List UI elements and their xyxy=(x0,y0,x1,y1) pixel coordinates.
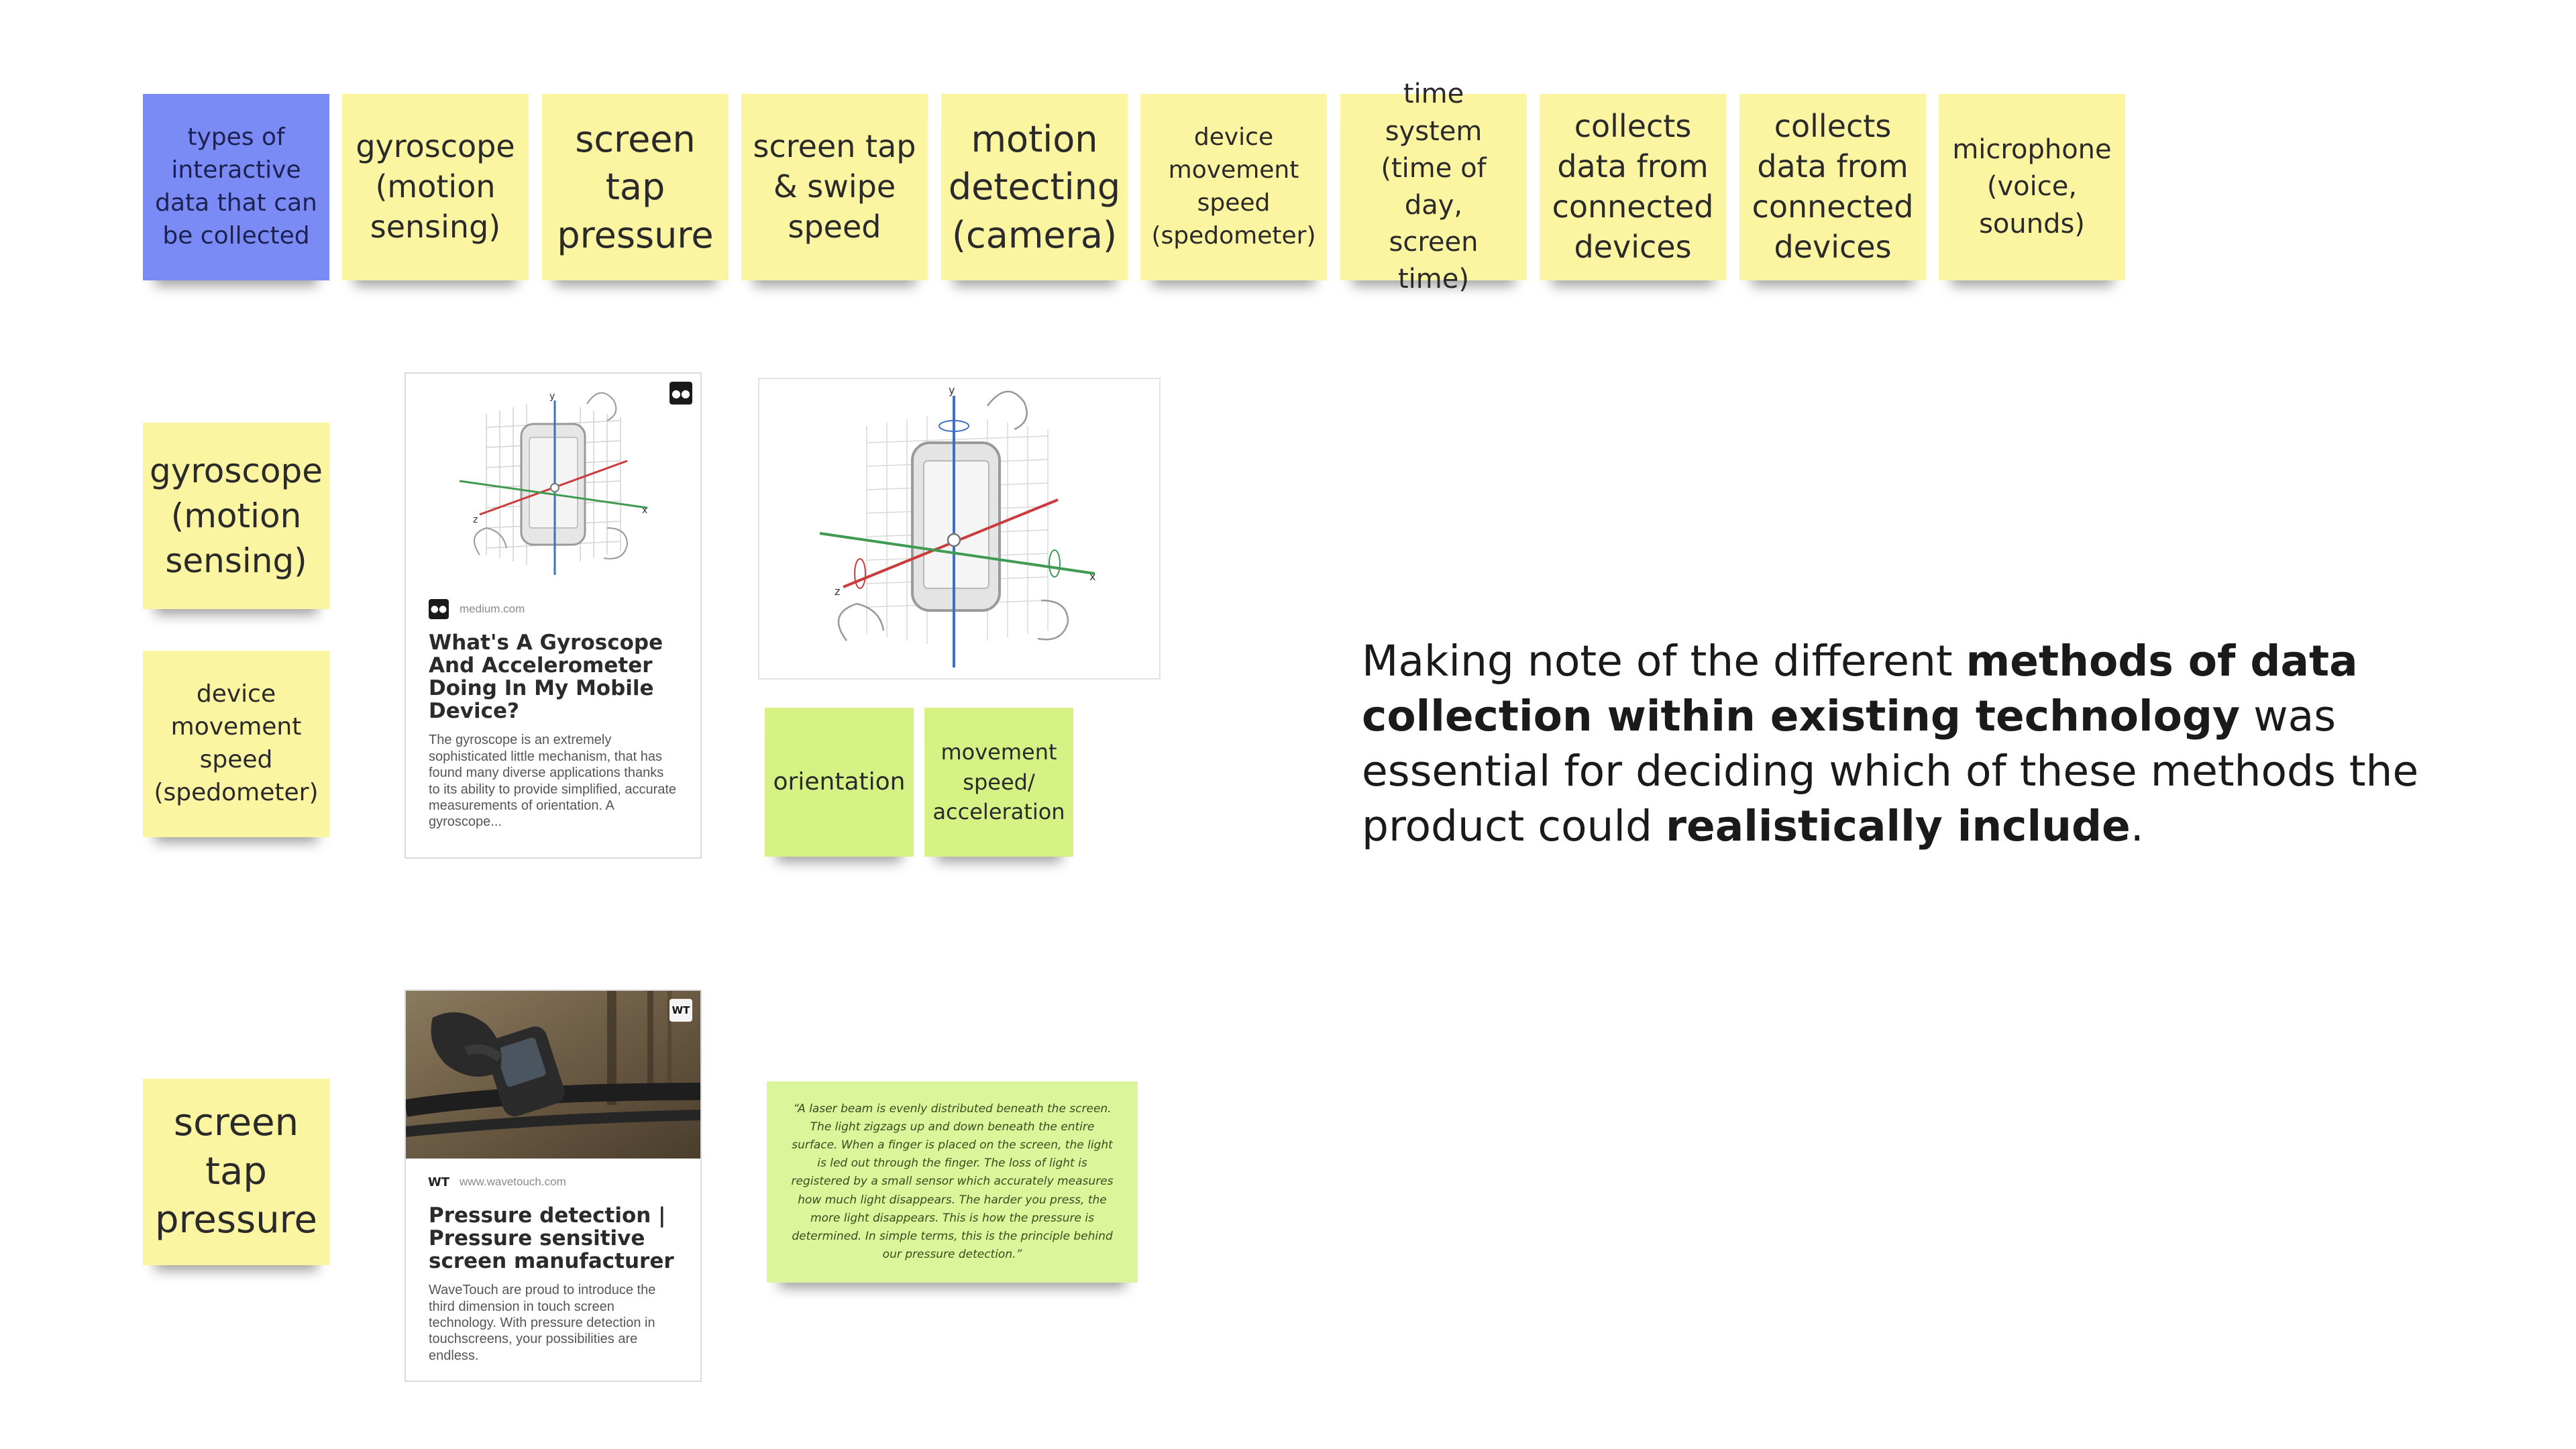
note-text: device movement speed (spedometer) xyxy=(1151,123,1316,250)
pressure-quote-note[interactable] xyxy=(767,1081,1138,1283)
card-body xyxy=(406,1159,700,1364)
card-thumbnail xyxy=(406,991,700,1159)
note-text: microphone (voice, sounds) xyxy=(1952,134,2112,239)
note-text: gyroscope (motion sensing) xyxy=(150,451,323,580)
note-device-movement-speed[interactable] xyxy=(1140,94,1327,280)
note-microphone[interactable] xyxy=(1939,94,2125,280)
note-time-system[interactable] xyxy=(1340,78,1527,295)
card-body xyxy=(406,595,700,830)
note-orientation[interactable] xyxy=(765,708,914,857)
quote-text: “A laser beam is evenly distributed beneath the screen. The light zigzags up and down beneath the entire surface. When a finger is placed on the screen, the light is led out through the finger. The loss of light is registered by a small sensor which accurately measures how much light disappears. The harder you press, the more light disappears. This is how the pressure is determined. In simple terms, this is the principle behind our pressure detection.” xyxy=(791,1102,1114,1262)
axis-label-y: y xyxy=(949,384,955,396)
note-text: gyroscope (motion sensing) xyxy=(356,128,515,245)
note-screen-tap-pressure[interactable] xyxy=(542,94,729,280)
note-text: time system (time of day, screen time) xyxy=(1381,78,1487,295)
card-title: What's A Gyroscope And Accelerometer Doing In My Mobile Device? xyxy=(429,631,663,724)
caption-bold-1: methods of data collection within existing technology xyxy=(1362,637,2358,741)
phone-axes-image[interactable] xyxy=(758,378,1161,680)
caption-bold-2: realistically include xyxy=(1665,801,2131,851)
category-header-note[interactable] xyxy=(143,94,329,280)
note-text: motion detecting (camera) xyxy=(948,118,1121,256)
caption-text-2: was essential for deciding which of these methods the product could xyxy=(1362,691,2419,851)
wavetouch-logo-icon: WT xyxy=(427,1175,450,1189)
card-description: The gyroscope is an extremely sophisticated little mechanism, that has found many diverse applications thanks to its ability to provide simplified, accurate measurements of orientation. A gyroscope... xyxy=(429,733,677,830)
medium-badge-icon: ●● xyxy=(669,382,692,405)
caption-text-1: Making note of the different xyxy=(1362,637,1966,686)
card-source xyxy=(429,599,678,619)
axis-label-z: z xyxy=(473,515,478,525)
medium-logo-icon: ●● xyxy=(429,599,449,619)
axis-label-x: x xyxy=(1089,570,1096,583)
phone-axes-illustration xyxy=(406,374,700,595)
note-connected-devices-2[interactable] xyxy=(1739,94,1926,280)
summary-caption xyxy=(1362,634,2469,854)
note-text: device movement speed (spedometer) xyxy=(154,680,319,806)
side-note-gyroscope[interactable] xyxy=(143,423,329,609)
note-text: types of interactive data that can be collected xyxy=(155,123,317,250)
note-text: screen tap pressure xyxy=(557,118,714,256)
note-gyroscope[interactable] xyxy=(342,94,529,280)
note-text: collects data from connected devices xyxy=(1552,108,1714,265)
caption-text-3: . xyxy=(2130,801,2144,851)
note-text: orientation xyxy=(773,767,906,796)
card-thumbnail xyxy=(406,374,700,595)
note-motion-detecting[interactable] xyxy=(941,94,1128,280)
side-note-device-speed[interactable] xyxy=(143,651,329,837)
side-note-screen-tap[interactable] xyxy=(143,1079,329,1265)
note-text: collects data from connected devices xyxy=(1752,108,1914,265)
gyroscope-link-card[interactable] xyxy=(405,372,702,859)
card-source xyxy=(429,1172,678,1192)
card-source-domain: www.wavetouch.com xyxy=(460,1175,566,1188)
note-text: screen tap & swipe speed xyxy=(753,128,916,245)
note-tap-swipe-speed[interactable] xyxy=(741,94,928,280)
card-description: WaveTouch are proud to introduce the third dimension in touch screen technology. With pressure detection in touchscreens, your possibilities are endless. xyxy=(429,1283,656,1363)
card-title: Pressure detection | Pressure sensitive screen manufacturer xyxy=(429,1203,674,1274)
axis-label-y: y xyxy=(549,391,555,402)
card-source-domain: medium.com xyxy=(460,602,525,615)
note-text: movement speed/ acceleration xyxy=(932,739,1065,825)
axis-label-x: x xyxy=(642,505,648,516)
wavetouch-badge-icon: WT xyxy=(669,999,692,1022)
note-movement-speed[interactable] xyxy=(924,708,1073,857)
note-connected-devices-1[interactable] xyxy=(1540,94,1726,280)
note-text: screen tap pressure xyxy=(155,1100,317,1242)
phone-axes-illustration-large xyxy=(759,379,1161,680)
pressure-link-card[interactable] xyxy=(405,989,702,1382)
axis-label-z: z xyxy=(835,585,841,598)
bike-gps-photo xyxy=(406,991,700,1159)
